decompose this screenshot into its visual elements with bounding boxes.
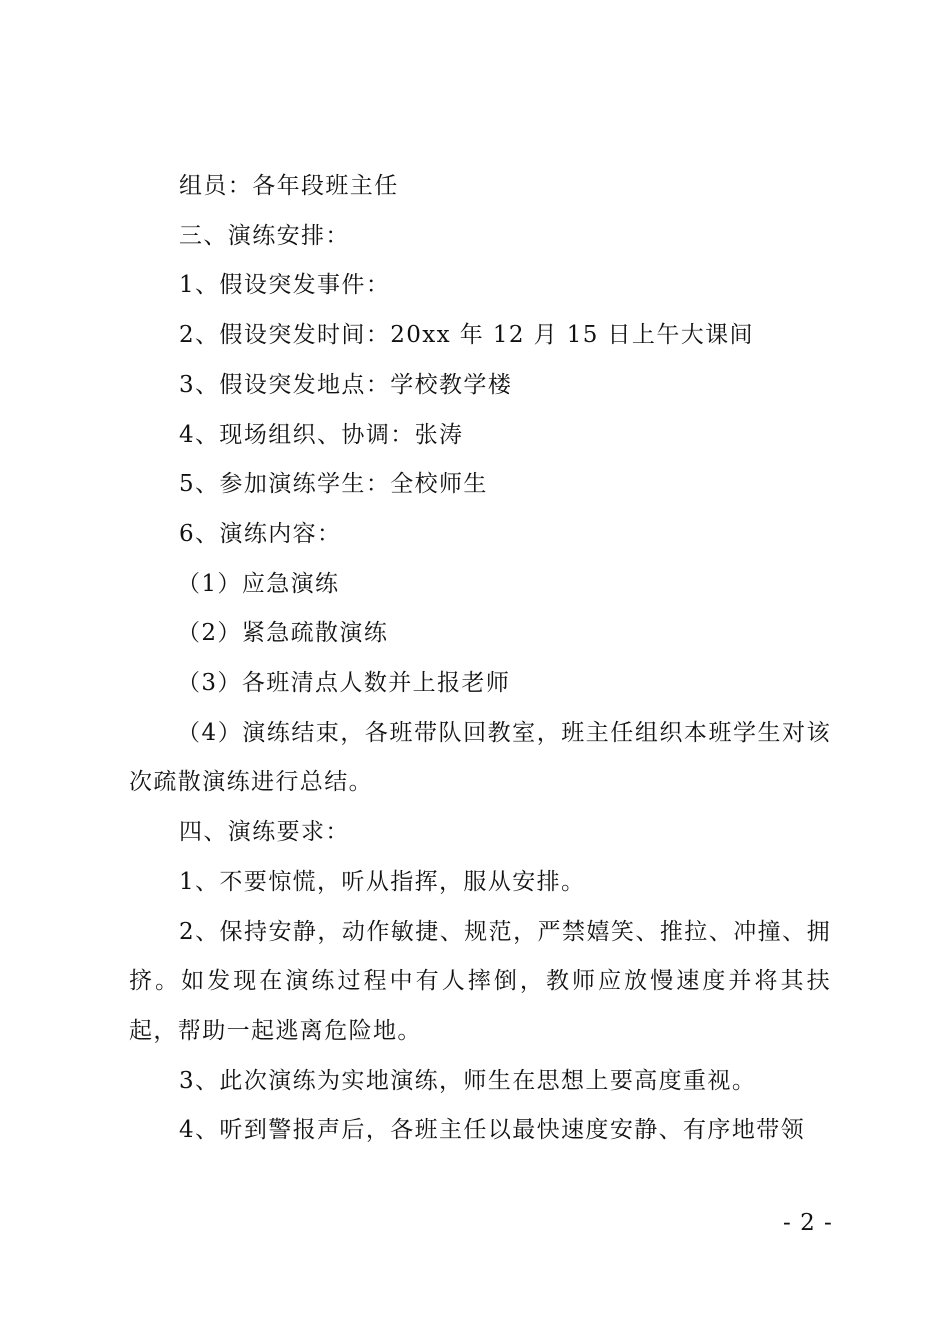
paragraph-requirement-3: 3、此次演练为实地演练，师生在思想上要高度重视。 <box>179 1067 757 1094</box>
paragraph-assumed-time: 2、假设突发时间：20xx 年 12 月 15 日上午大课间 <box>179 322 754 349</box>
paragraph-requirement-4: 4、听到警报声后，各班主任以最快速度安静、有序地带领 <box>179 1117 806 1144</box>
heading-drill-arrangement: 三、演练安排： <box>179 222 350 249</box>
page-number: - 2 - <box>783 1210 833 1236</box>
list-item-evacuation-drill: （2）紧急疏散演练 <box>177 620 389 647</box>
paragraph-drill-content: 6、演练内容： <box>179 520 342 547</box>
list-item-emergency-drill: （1）应急演练 <box>177 570 340 597</box>
paragraph-assumed-event: 1、假设突发事件： <box>179 272 391 299</box>
paragraph-coordination: 4、现场组织、协调：张涛 <box>179 421 464 448</box>
list-item-drill-end: （4）演练结束，各班带队回教室，班主任组织本班学生对该次疏散演练进行总结。 <box>129 719 831 796</box>
paragraph-assumed-location: 3、假设突发地点：学校教学楼 <box>179 371 513 398</box>
paragraph-participants: 5、参加演练学生：全校师生 <box>179 471 488 498</box>
paragraph-members: 组员：各年段班主任 <box>179 173 399 199</box>
list-item-headcount: （3）各班清点人数并上报老师 <box>177 670 511 697</box>
paragraph-requirement-1: 1、不要惊慌，听从指挥，服从安排。 <box>179 868 586 895</box>
document-body <box>129 162 831 1156</box>
heading-drill-requirements: 四、演练要求： <box>179 819 350 846</box>
paragraph-requirement-2: 2、保持安静，动作敏捷、规范，严禁嬉笑、推拉、冲撞、拥挤。如发现在演练过程中有人摔倒，教师应放慢速度并将其扶起，帮助一起逃离危险地。 <box>129 918 831 1044</box>
